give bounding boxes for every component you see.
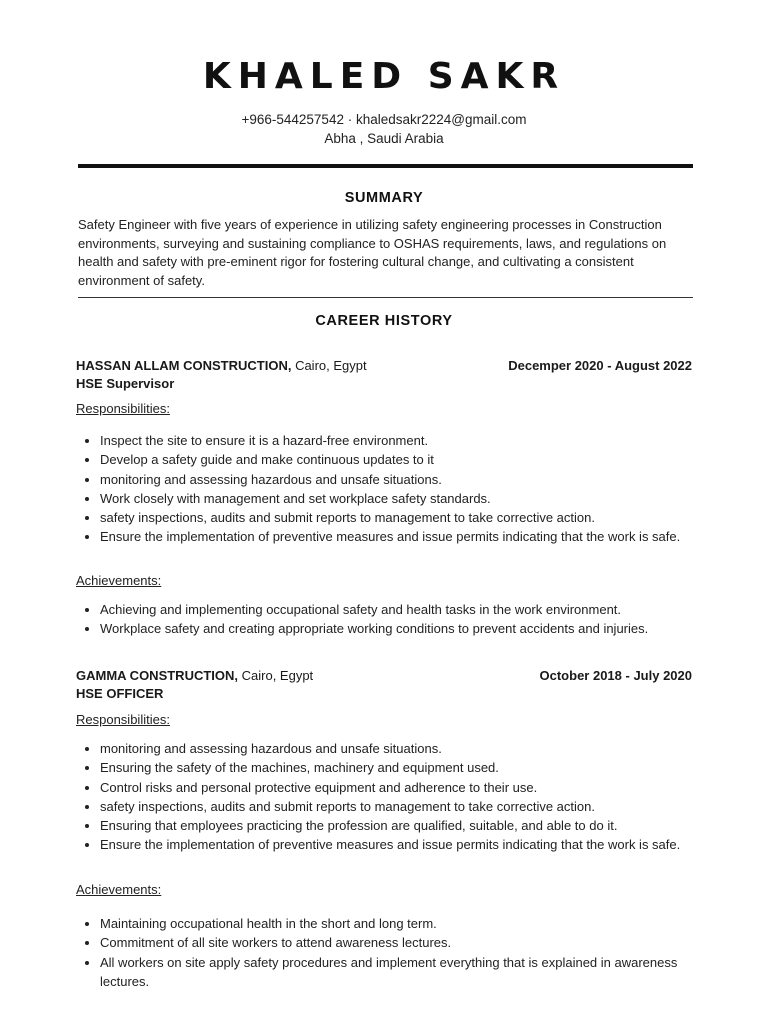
job-location: Cairo, Egypt <box>238 668 314 683</box>
list-item: • All workers on site apply safety procedures and implement everything that is explained in awareness lectures. <box>100 953 730 992</box>
job-header <box>76 667 692 703</box>
list-item: • Ensure the implementation of preventive measures and issue permits indicating that the work is safe. <box>100 527 730 546</box>
responsibilities-label: Responsibilities: <box>76 401 170 416</box>
list-item: • Workplace safety and creating appropriate working conditions to prevent accidents and injuries. <box>100 619 730 638</box>
job-dates: October 2018 - July 2020 <box>539 668 692 683</box>
list-item: • Develop a safety guide and make continuous updates to it <box>100 450 730 469</box>
location-line: Abha , Saudi Arabia <box>324 131 444 146</box>
list-item: • Ensure the implementation of preventive measures and issue permits indicating that the work is safe. <box>100 835 730 854</box>
job-dates: Decemper 2020 - August 2022 <box>508 358 692 373</box>
list-item: • Ensuring the safety of the machines, machinery and equipment used. <box>100 758 730 777</box>
list-item: • monitoring and assessing hazardous and unsafe situations. <box>100 470 730 489</box>
career-heading: CAREER HISTORY <box>315 313 453 329</box>
header-divider <box>78 164 693 168</box>
job-company: GAMMA CONSTRUCTION, <box>76 668 239 683</box>
summary-text: Safety Engineer with five years of experience in utilizing safety engineering processes in Construction environments, surveying and sustaining compliance to OSHAS requirements, laws, and regulations on health and safety with pre-eminent rigor for fostering cultural change, and cultivating a consistent environment of safety. <box>78 217 667 288</box>
achievements-label: Achievements: <box>76 882 162 897</box>
list-item: • Control risks and personal protective equipment and adherence to their use. <box>100 778 730 797</box>
achievements-list <box>76 914 730 991</box>
job-title: HSE Supervisor <box>76 376 175 391</box>
list-item: • Inspect the site to ensure it is a hazard-free environment. <box>100 431 730 450</box>
list-item: • Work closely with management and set workplace safety standards. <box>100 489 730 508</box>
job-location: Cairo, Egypt <box>291 358 367 373</box>
list-item: • safety inspections, audits and submit reports to management to take corrective action. <box>100 797 730 816</box>
list-item: • Commitment of all site workers to attend awareness lectures. <box>100 933 730 952</box>
summary-heading: SUMMARY <box>344 190 424 206</box>
candidate-name: KHALED SAKR <box>202 56 566 97</box>
achievements-label: Achievements: <box>76 573 162 588</box>
responsibilities-label: Responsibilities: <box>76 712 170 727</box>
responsibilities-list <box>76 431 730 547</box>
job-company: HASSAN ALLAM CONSTRUCTION, <box>76 358 292 373</box>
list-item: • monitoring and assessing hazardous and unsafe situations. <box>100 739 730 758</box>
job-title: HSE OFFICER <box>76 686 164 701</box>
summary-divider <box>78 297 693 298</box>
achievements-list <box>76 600 730 639</box>
list-item: • Ensuring that employees practicing the profession are qualified, suitable, and able to do it. <box>100 816 730 835</box>
list-item: • Achieving and implementing occupational safety and health tasks in the work environment. <box>100 600 730 619</box>
list-item: • safety inspections, audits and submit reports to management to take corrective action. <box>100 508 730 527</box>
contact-line: +966-544257542 · khaledsakr2224@gmail.com <box>241 112 527 127</box>
list-item: • Maintaining occupational health in the short and long term. <box>100 914 730 933</box>
job-header <box>76 357 692 393</box>
responsibilities-list <box>76 739 730 855</box>
contact-block <box>0 110 768 148</box>
